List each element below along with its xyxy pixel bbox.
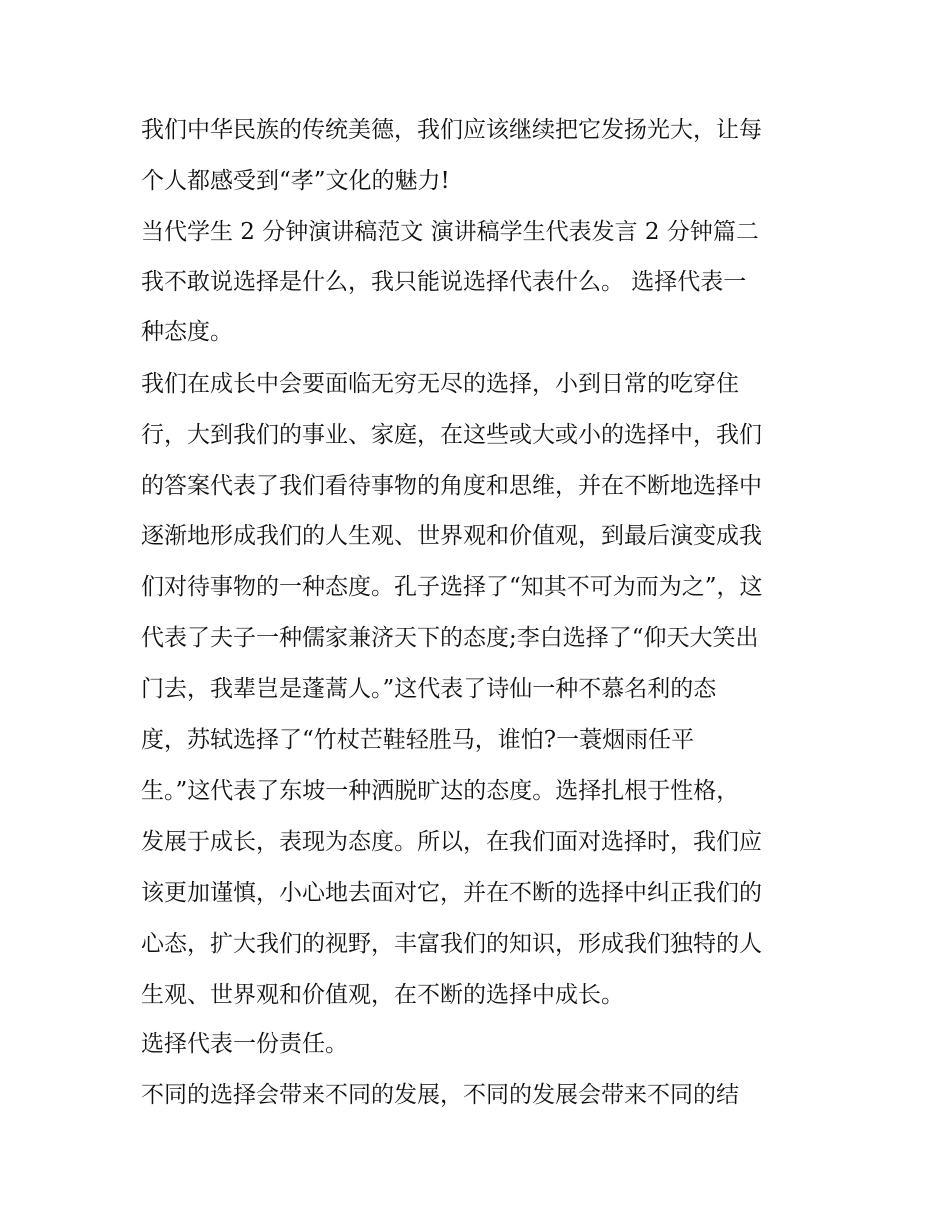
paragraph-line: 该更加谨慎，小心地去面对它，并在不断的选择中纠正我们的 (141, 880, 762, 906)
paragraph-line: 门去，我辈岂是蓬蒿人。”这代表了诗仙一种不慕名利的态 (141, 676, 717, 702)
paragraph-line: 行，大到我们的事业、家庭，在这些或大或小的选择中，我们 (141, 422, 762, 448)
paragraph-line: 度，苏轼选择了“竹杖芒鞋轻胜马，谁怕?一蓑烟雨任平 (141, 727, 695, 753)
paragraph-line: 个人都感受到“孝”文化的魅力! (141, 168, 450, 194)
paragraph-line: 代表了夫子一种儒家兼济天下的态度;李白选择了“仰天大笑出 (141, 625, 759, 651)
paragraph-line: 种态度。 (141, 319, 233, 345)
paragraph-line: 选择代表一份责任。 (141, 1031, 348, 1057)
paragraph-line: 逐渐地形成我们的人生观、世界观和价值观，到最后演变成我 (141, 523, 762, 549)
paragraph-line: 们对待事物的一种态度。孔子选择了“知其不可为而为之”，这 (141, 574, 763, 600)
paragraph-line: 生。”这代表了东坡一种洒脱旷达的态度。选择扎根于性格， (141, 778, 740, 804)
paragraph-line: 的答案代表了我们看待事物的角度和思维，并在不断地选择中 (141, 473, 762, 499)
paragraph-line: 我不敢说选择是什么，我只能说选择代表什么。 选择代表一 (141, 269, 747, 295)
paragraph-line: 发展于成长，表现为态度。所以，在我们面对选择时，我们应 (141, 829, 762, 855)
paragraph-line: 生观、世界观和价值观，在不断的选择中成长。 (141, 982, 624, 1008)
section-heading: 当代学生 2 分钟演讲稿范文 演讲稿学生代表发言 2 分钟篇二 (141, 219, 759, 245)
paragraph-line: 心态，扩大我们的视野，丰富我们的知识，形成我们独特的人 (141, 931, 762, 957)
paragraph-line: 我们在成长中会要面临无穷无尽的选择，小到日常的吃穿住 (141, 371, 739, 397)
paragraph-line: 不同的选择会带来不同的发展，不同的发展会带来不同的结 (141, 1082, 739, 1108)
paragraph-line: 我们中华民族的传统美德，我们应该继续把它发扬光大，让每 (141, 117, 762, 143)
